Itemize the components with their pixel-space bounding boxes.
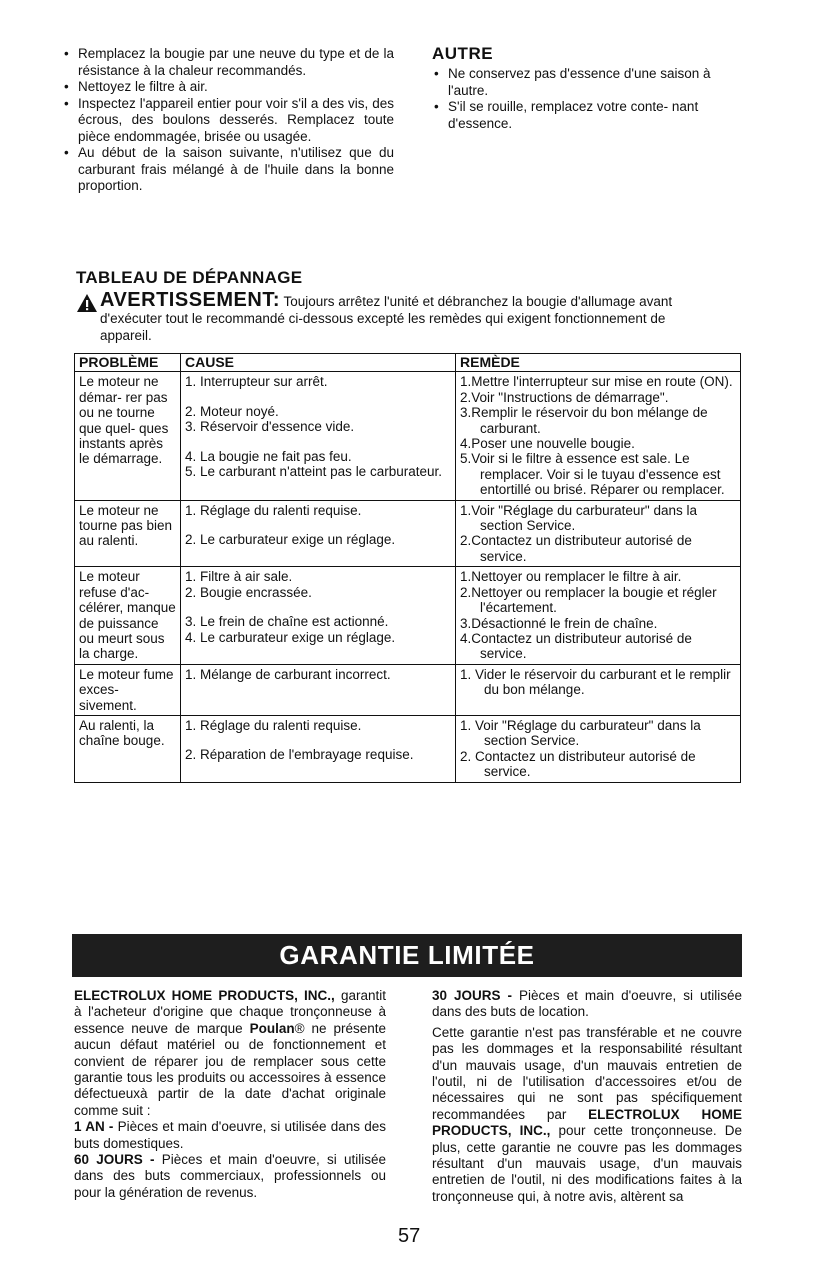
period-text: Pièces et main d'oeuvre, si utilisée dans des buts commerciaux, professionnels ou pour la génération de revenus. [74, 1152, 386, 1200]
warranty-intro-text-2: ne présente aucun défaut matériel ou de fonctionnement et convient de réparer jou de remplacer sous cette garantie tous les produits ou accessoires à essence défectueuxà partir de la date d'achat originale comme suit : [74, 1020, 386, 1118]
cause-cell [181, 715, 456, 782]
cause-cell [181, 664, 456, 715]
remedy-item: 1.Nettoyer ou remplacer le filtre à air. [460, 569, 682, 585]
remedy-item: 3.Désactionné le frein de chaîne. [460, 615, 658, 631]
table-row [75, 372, 741, 500]
terms-text: Cette garantie n'est pas transférable et ne couvre pas les dommages et la responsabilité résultant d'un mauvais usage, d'un mauvais entretien de l'outil, ni de l'utilisation d'accessoires et/ou de nécessaires qui ne sont pas spécifiquement recommandées par [432, 1024, 742, 1122]
registered-mark: ® [294, 1020, 305, 1036]
period-label: 30 JOURS - [432, 988, 513, 1003]
warranty-column-left [74, 988, 386, 1201]
cause-item: 2. Moteur noyé. [185, 403, 279, 419]
company-name: ELECTROLUX HOME PRODUCTS, INC., [74, 988, 335, 1003]
warranty-banner: GARANTIE LIMITÉE [72, 934, 742, 977]
problem-cell: Le moteur ne tourne pas bien au ralenti. [75, 500, 181, 567]
remedy-item: 1. Vider le réservoir du carburant et le remplir du bon mélange. [460, 666, 731, 698]
problem-cell: Le moteur refuse d'ac- célérer, manque de puissance ou meurt sous la charge. [75, 567, 181, 664]
warranty-period-1 [74, 1119, 386, 1152]
table-row [75, 500, 741, 567]
cause-item: 1. Filtre à air sale. [185, 569, 293, 585]
cause-item: 4. Le carburateur exige un réglage. [185, 629, 396, 645]
cause-cell [181, 500, 456, 567]
remedy-item: 1.Voir "Réglage du carburateur" dans la section Service. [460, 502, 697, 534]
list-item: • Inspectez l'appareil entier pour voir s'il a des vis, des écrous, des boulons desserés. Remplacez toute pièce endommagée, brisée ou usagée. [62, 96, 394, 146]
period-text: Pièces et main d'oeuvre, si utilisée dans des buts domestiques. [74, 1119, 386, 1151]
cause-item: 5. Le carburant n'atteint pas le carburateur. [185, 464, 442, 480]
autre-heading: AUTRE [432, 44, 494, 63]
cause-cell [181, 567, 456, 664]
period-label: 60 JOURS - [74, 1152, 155, 1168]
table-row [75, 567, 741, 664]
warning-title: AVERTISSEMENT: [100, 289, 280, 311]
remedy-cell [456, 567, 741, 664]
remedy-item: 1.Mettre l'interrupteur sur mise en route (ON). [460, 374, 733, 390]
period-label: 1 AN - [74, 1119, 114, 1135]
cause-item: 4. La bougie ne fait pas feu. [185, 448, 352, 464]
cause-item: 3. Réservoir d'essence vide. [185, 419, 355, 435]
warranty-period-3 [432, 988, 742, 1021]
remedy-item: 5.Voir si le filtre à essence est sale. Le remplacer. Voir si le tuyau d'essence est entortillé ou brisé. Réparer ou remplacer. [460, 451, 725, 498]
autre-list [432, 66, 752, 132]
list-item: • Nettoyez le filtre à air. [62, 79, 394, 96]
warning-text: Toujours arrêtez l'unité et débranchez la bougie d'allumage avant d'exécuter tout le recommandé ci-dessous excepté les remèdes qui exigent fonctionnement de appareil. [100, 294, 673, 343]
problem-cell: Le moteur fume exces- sivement. [75, 664, 181, 715]
troubleshooting-table [74, 353, 741, 783]
warranty-terms [432, 1025, 742, 1205]
warranty-period-2 [74, 1152, 386, 1201]
column-header-cause: CAUSE [181, 354, 456, 372]
cause-item: 2. Le carburateur exige un réglage. [185, 532, 396, 548]
remedy-cell [456, 372, 741, 500]
cause-item: 1. Réglage du ralenti requise. [185, 502, 362, 518]
column-header-remede: REMÈDE [456, 354, 741, 372]
brand-name: Poulan [249, 1020, 295, 1036]
period-text: Pièces et main d'oeuvre, si utilisée dans des buts de location. [432, 988, 742, 1020]
remedy-item: 4.Poser une nouvelle bougie. [460, 436, 635, 452]
list-item: • Remplacez la bougie par une neuve du type et de la résistance à la chaleur recommandés. [62, 46, 394, 79]
remedy-cell [456, 715, 741, 782]
maintenance-list [62, 46, 394, 195]
list-item: • Au début de la saison suivante, n'utilisez que du carburant frais mélangé à de l'huile dans la bonne proportion. [62, 145, 394, 195]
warning-block [100, 289, 720, 344]
company-name: ELECTROLUX HOME PRODUCTS, INC., [432, 1106, 742, 1139]
cause-item: 1. Interrupteur sur arrêt. [185, 374, 328, 390]
column-header-probleme: PROBLÈME [75, 354, 181, 372]
warranty-intro [74, 988, 386, 1119]
list-item: • S'il se rouille, remplacez votre conte- nant d'essence. [432, 99, 752, 132]
terms-text-2: pour cette tronçonneuse. De plus, cette garantie ne couvre pas les dommages résultant d'un mauvais usage, d'un mauvais entretien de l'outil, ni des modifications faites à la tronçonneuse qui, à notre avis, altèrent sa [432, 1123, 742, 1204]
remedy-item: 3.Remplir le réservoir du bon mélange de carburant. [460, 405, 708, 436]
remedy-cell [456, 664, 741, 715]
page-number: 57 [398, 1225, 421, 1247]
problem-cell: Au ralenti, la chaîne bouge. [75, 715, 181, 782]
cause-cell [181, 372, 456, 500]
warranty-column-right [432, 988, 742, 1205]
cause-item: 2. Réparation de l'embrayage requise. [185, 747, 414, 763]
cause-item: 1. Réglage du ralenti requise. [185, 717, 362, 733]
remedy-item: 2. Contactez un distributeur autorisé de service. [460, 748, 696, 780]
remedy-item: 4.Contactez un distributeur autorisé de service. [460, 630, 692, 662]
troubleshooting-heading: TABLEAU DE DÉPANNAGE [76, 268, 303, 287]
remedy-item: 2.Voir "Instructions de démarrage". [460, 389, 669, 405]
remedy-cell [456, 500, 741, 567]
table-row [75, 664, 741, 715]
cause-item: 2. Bougie encrassée. [185, 584, 312, 600]
warning-icon [76, 293, 98, 313]
cause-item: 1. Mélange de carburant incorrect. [185, 666, 391, 682]
problem-cell: Le moteur ne démar- rer pas ou ne tourne que quel- ques instants après le démarrage. [75, 372, 181, 500]
remedy-item: 2.Contactez un distributeur autorisé de service. [460, 533, 692, 564]
list-item: • Ne conservez pas d'essence d'une saison à l'autre. [432, 66, 752, 99]
table-row [75, 715, 741, 782]
cause-item: 3. Le frein de chaîne est actionné. [185, 614, 389, 630]
remedy-item: 2.Nettoyer ou remplacer la bougie et régler l'écartement. [460, 584, 717, 616]
warranty-intro-text: garantit à l'acheteur d'origine que chaque tronçonneuse à essence neuve de marque [74, 988, 386, 1036]
remedy-item: 1. Voir "Réglage du carburateur" dans la section Service. [460, 717, 701, 749]
